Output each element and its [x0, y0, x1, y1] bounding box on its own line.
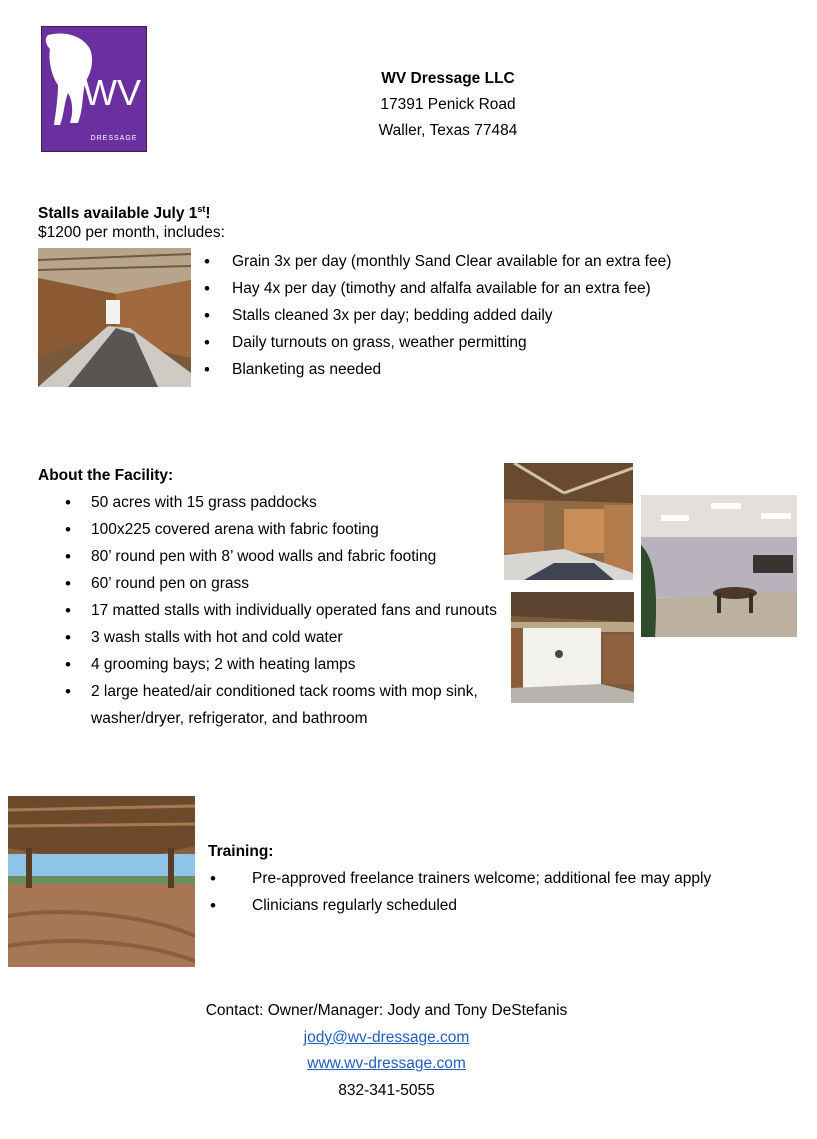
training-list	[252, 865, 711, 919]
website-link[interactable]: www.wv-dressage.com	[307, 1055, 466, 1072]
facility-list	[91, 489, 501, 732]
list-item: • 80’ round pen with 8’ wood walls and fabric footing	[91, 543, 501, 570]
list-item: • Grain 3x per day (monthly Sand Clear available for an extra fee)	[232, 248, 671, 275]
covered-arena-photo	[8, 796, 195, 967]
email-link[interactable]: jody@wv-dressage.com	[303, 1028, 470, 1046]
logo-subtext: DRESSAGE	[90, 135, 138, 142]
barn-stalls-photo	[504, 463, 633, 580]
list-item: • 4 grooming bays; 2 with heating lamps	[91, 651, 501, 678]
list-item: • Stalls cleaned 3x per day; bedding added daily	[232, 302, 671, 329]
business-header	[300, 66, 596, 144]
training-heading: Training:	[208, 843, 274, 860]
list-item: • Blanketing as needed	[232, 356, 671, 383]
contact-line: Contact: Owner/Manager: Jody and Tony DeStefanis	[205, 1002, 568, 1019]
list-item: • 3 wash stalls with hot and cold water	[91, 624, 501, 651]
list-item: • Pre-approved freelance trainers welcome; additional fee may apply	[252, 865, 711, 892]
phone-number: 832-341-5055	[338, 1081, 435, 1099]
list-item: • Clinicians regularly scheduled	[252, 892, 711, 919]
list-item: • 100x225 covered arena with fabric footing	[91, 516, 501, 543]
city-address: Waller, Texas 77484	[378, 122, 518, 139]
wv-dressage-logo	[41, 26, 147, 152]
list-item: • 17 matted stalls with individually operated fans and runouts	[91, 597, 501, 624]
list-item: • Daily turnouts on grass, weather permitting	[232, 329, 671, 356]
street-address: 17391 Penick Road	[380, 96, 516, 113]
tack-room-photo	[641, 495, 797, 637]
contact-block	[200, 998, 573, 1104]
stall-includes-list	[232, 248, 671, 383]
business-name: WV Dressage LLC	[381, 70, 515, 87]
stalls-heading: Stalls available July 1st!	[38, 204, 211, 222]
list-item: • Hay 4x per day (timothy and alfalfa available for an extra fee)	[232, 275, 671, 302]
facility-heading: About the Facility:	[38, 467, 174, 484]
price-line: $1200 per month, includes:	[38, 224, 225, 241]
barn-aisle-photo	[38, 248, 191, 387]
list-item: • 60’ round pen on grass	[91, 570, 501, 597]
list-item: • 50 acres with 15 grass paddocks	[91, 489, 501, 516]
logo-letters: WV	[83, 72, 141, 113]
wash-stall-photo	[511, 592, 634, 703]
list-item: • 2 large heated/air conditioned tack rooms with mop sink, washer/dryer, refrigerator, and bathroom	[91, 678, 501, 732]
